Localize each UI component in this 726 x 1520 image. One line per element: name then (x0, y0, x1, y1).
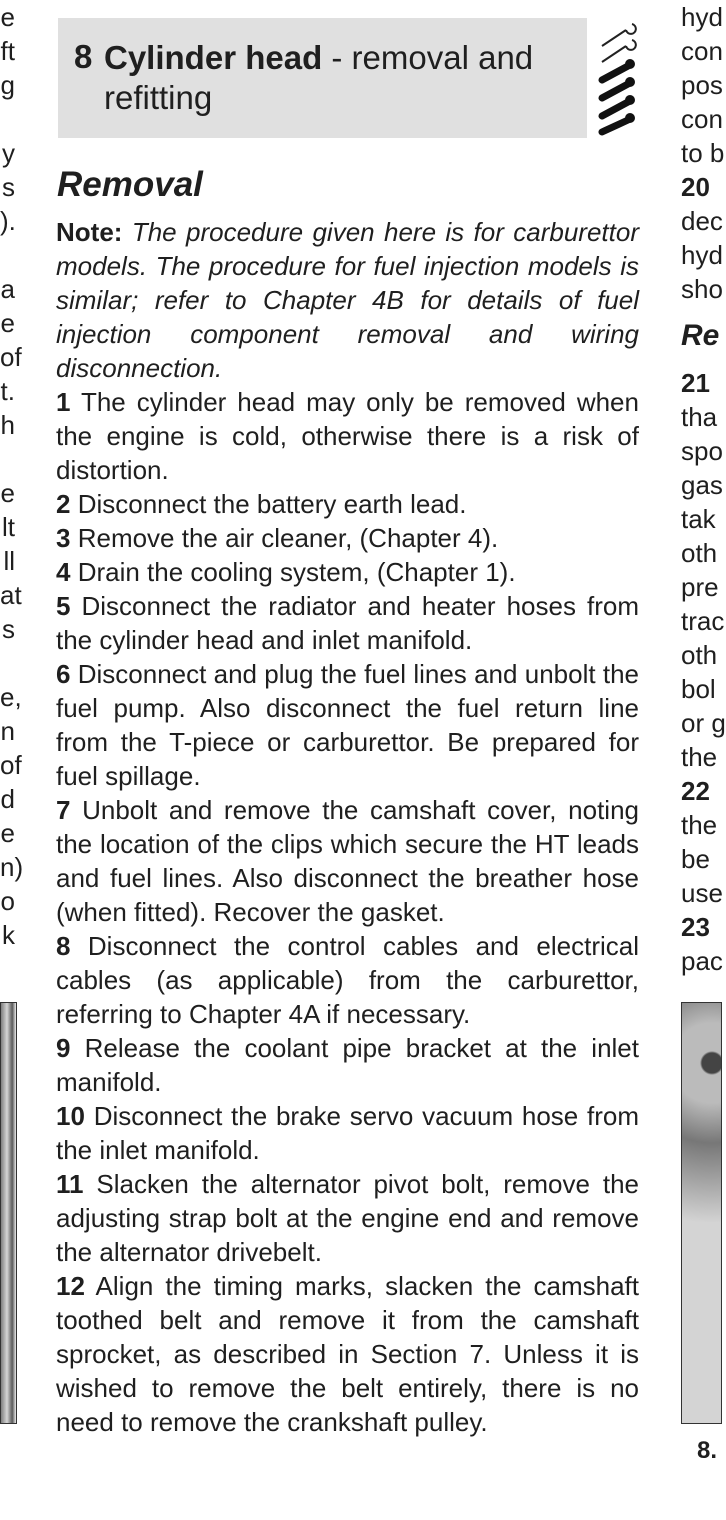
left-edge-fragment: e (0, 308, 15, 338)
step-text: Remove the air cleaner, (Chapter 4). (77, 523, 499, 553)
left-edge-fragment: at (0, 580, 22, 610)
right-edge-heading: Re (681, 319, 720, 352)
step-paragraph (56, 793, 639, 929)
left-edge-fragment: t. (0, 376, 15, 406)
left-photo-fragment (0, 1002, 17, 1424)
left-edge-fragment: n) (0, 852, 24, 882)
step-text: Align the timing marks, slacken the camshaft toothed belt and remove it from the camshaft sprocket, as described in Section 7. Unless it is wished to remove the belt entirely, there is no need to remove the crankshaft pulley. (56, 1271, 639, 1437)
left-edge-fragment (0, 646, 15, 680)
right-edge-fragment: oth (681, 640, 718, 670)
left-edge-fragment: e, (0, 682, 22, 712)
left-edge-fragment: n (0, 716, 15, 746)
left-edge-fragment: e (0, 478, 15, 508)
right-photo-caption: 8. (697, 1437, 718, 1464)
step-text: Slacken the alternator pivot bolt, remove the adjusting strap bolt at the engine end and remove the alternator drivebelt. (56, 1169, 639, 1267)
right-edge-fragment: hyd (681, 2, 723, 32)
left-edge-fragment: of (0, 342, 22, 372)
right-edge-fragment: to b (681, 138, 725, 168)
right-edge-fragment: the (681, 810, 718, 840)
left-edge-fragment: of (0, 750, 22, 780)
note-text: The procedure given here is for carburettor models. The procedure for fuel injection models is similar; refer to Chapter 4B for details of fuel injection component removal and wiring disconnection. (56, 217, 639, 383)
step-paragraph (56, 929, 639, 1031)
step-number: 1 (56, 387, 71, 417)
step-number: 8 (56, 931, 71, 961)
right-edge-fragment: the (681, 742, 718, 772)
right-photo-fragment (681, 1002, 722, 1424)
right-edge-step-number: 22 (681, 776, 710, 806)
step-number: 7 (56, 795, 71, 825)
right-edge-step-number: 23 (681, 912, 710, 942)
right-edge-step-number: 21 (681, 368, 710, 398)
step-paragraph (56, 521, 639, 555)
right-edge-fragment: dec (681, 206, 723, 236)
left-edge-fragment: g (0, 70, 15, 100)
section-title (104, 38, 574, 118)
step-text: Unbolt and remove the camshaft cover, noting the location of the clips which secure the HT leads and fuel lines. Also disconnect the breather hose (when fitted). Recover the gasket. (56, 795, 639, 927)
right-edge-fragment: oth (681, 538, 718, 568)
left-cropped-column (0, 0, 24, 952)
step-paragraph (56, 657, 639, 793)
right-edge-fragment: use (681, 878, 723, 908)
step-number: 11 (56, 1169, 84, 1199)
right-edge-fragment: spo (681, 436, 723, 466)
right-edge-fragment: pre (681, 572, 719, 602)
left-edge-fragment: e (0, 2, 15, 32)
step-text: Disconnect and plug the fuel lines and unbolt the fuel pump. Also disconnect the fuel return line from the T-piece or carburettor. Be prepared for fuel spillage. (56, 659, 639, 791)
removal-heading: Removal (57, 165, 203, 204)
left-edge-fragment: d (0, 784, 15, 814)
left-edge-fragment: a (0, 274, 15, 304)
right-edge-fragment: pac (681, 946, 723, 976)
right-cropped-column (681, 0, 726, 1520)
left-edge-fragment: o (0, 886, 15, 916)
step-paragraph (56, 555, 639, 589)
right-edge-fragment: sho (681, 274, 723, 304)
right-edge-fragment: gas (681, 470, 723, 500)
step-paragraph (56, 385, 639, 487)
step-text: Disconnect the battery earth lead. (77, 489, 467, 519)
left-edge-fragment: s (2, 614, 15, 644)
section-title-rest: - removal and refitting (104, 39, 534, 116)
right-edge-fragment: bol (681, 674, 716, 704)
left-edge-fragment: lt (2, 512, 15, 542)
step-number: 2 (56, 489, 71, 519)
left-edge-fragment (0, 238, 15, 272)
right-edge-fragment: con (681, 36, 723, 66)
step-text: Release the coolant pipe bracket at the inlet manifold. (56, 1033, 639, 1097)
section-header-box (58, 18, 587, 138)
step-paragraph (56, 589, 639, 657)
step-number: 9 (56, 1033, 71, 1063)
section-number: 8 (74, 38, 93, 75)
right-edge-fragment: pos (681, 70, 723, 100)
step-text: Drain the cooling system, (Chapter 1). (77, 557, 516, 587)
note-label: Note: (56, 217, 123, 247)
step-paragraph (56, 1099, 639, 1167)
note-paragraph (56, 215, 639, 385)
step-number: 12 (56, 1271, 85, 1301)
left-edge-fragment: ll (3, 546, 15, 576)
step-number: 5 (56, 591, 71, 621)
left-edge-fragment: ). (0, 206, 16, 236)
left-edge-fragment: y (2, 138, 15, 168)
left-edge-fragment (0, 102, 15, 136)
left-edge-fragment: e (0, 818, 15, 848)
left-edge-fragment: h (0, 410, 15, 440)
left-edge-fragment: s (2, 172, 15, 202)
right-edge-fragment: hyd (681, 240, 723, 270)
body-text (56, 215, 639, 1439)
step-text: Disconnect the brake servo vacuum hose from the inlet manifold. (56, 1101, 639, 1165)
right-edge-fragment: tha (681, 402, 718, 432)
step-paragraph (56, 487, 639, 521)
step-number: 10 (56, 1101, 85, 1131)
right-edge-fragment: tak (681, 504, 716, 534)
left-edge-fragment (0, 442, 15, 476)
step-number: 3 (56, 523, 71, 553)
spanner-difficulty-icon (596, 18, 636, 136)
right-edge-fragment: con (681, 104, 723, 134)
right-edge-fragment: trac (681, 606, 725, 636)
section-title-bold: Cylinder head (104, 39, 323, 76)
right-edge-fragment: or g (681, 708, 726, 738)
step-number: 6 (56, 659, 71, 689)
step-paragraph (56, 1031, 639, 1099)
step-paragraph (56, 1167, 639, 1269)
step-text: The cylinder head may only be removed when the engine is cold, otherwise there is a risk of distortion. (56, 387, 639, 485)
step-number: 4 (56, 557, 71, 587)
right-edge-step-number: 20 (681, 172, 710, 202)
step-text: Disconnect the radiator and heater hoses from the cylinder head and inlet manifold. (56, 591, 639, 655)
step-text: Disconnect the control cables and electrical cables (as applicable) from the carburettor, referring to Chapter 4A if necessary. (56, 931, 639, 1029)
right-edge-fragment: be (681, 844, 710, 874)
left-edge-fragment: k (2, 920, 15, 950)
step-paragraph (56, 1269, 639, 1439)
left-edge-fragment: ft (0, 36, 15, 66)
